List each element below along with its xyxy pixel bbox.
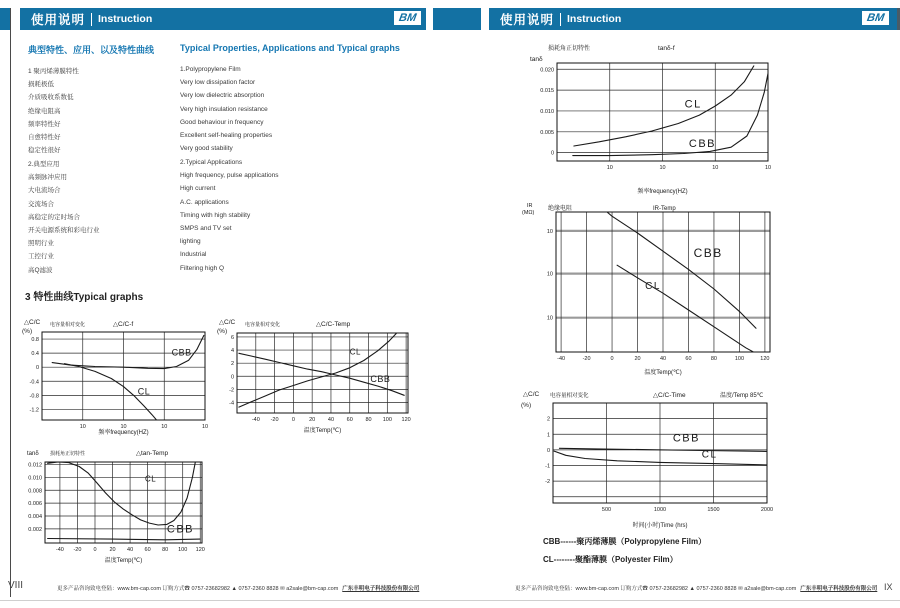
list-item-en: Industrial — [180, 251, 207, 259]
svg-text:100: 100 — [178, 547, 188, 553]
footer-company-link[interactable]: 广东丰明电子科技股份有限公司 — [800, 586, 878, 592]
chart-dcc-temp — [213, 314, 415, 440]
list-row — [28, 132, 272, 145]
svg-text:0.006: 0.006 — [28, 501, 42, 508]
list-item-en: Excellent self-healing properties — [180, 131, 273, 139]
svg-text:-2: -2 — [545, 479, 550, 486]
svg-text:损耗角正切特性: 损耗角正切特性 — [50, 451, 86, 457]
bm-logo-text: BM — [397, 11, 418, 24]
svg-text:△C/C-Temp: △C/C-Temp — [316, 321, 351, 328]
svg-text:(%): (%) — [22, 328, 33, 335]
left-header-bar — [20, 8, 426, 30]
svg-text:60: 60 — [346, 417, 353, 423]
svg-text:△C/C-Time: △C/C-Time — [653, 392, 686, 399]
svg-text:0: 0 — [550, 150, 554, 157]
svg-text:-4: -4 — [229, 400, 234, 407]
svg-text:10: 10 — [546, 228, 553, 235]
list-row — [28, 185, 279, 198]
section-heading-zh: 典型特性、应用、以及特性曲线 — [28, 45, 155, 55]
list-row — [28, 119, 272, 132]
svg-text:-20: -20 — [270, 417, 279, 423]
svg-text:120: 120 — [195, 547, 205, 553]
svg-text:0: 0 — [610, 356, 614, 362]
list-row — [28, 238, 279, 251]
svg-text:0.010: 0.010 — [28, 475, 42, 482]
svg-text:0.020: 0.020 — [540, 67, 554, 74]
list-row — [28, 79, 272, 92]
svg-text:CBB: CBB — [693, 245, 723, 260]
svg-text:时间(小时)Time (hrs): 时间(小时)Time (hrs) — [632, 523, 688, 529]
svg-text:损耗角正切特性: 损耗角正切特性 — [548, 46, 591, 52]
bottom-rule — [0, 600, 900, 601]
svg-text:20: 20 — [634, 356, 641, 362]
bm-logo-text: BM — [865, 11, 886, 24]
svg-text:tanδ: tanδ — [530, 56, 543, 63]
list-item-zh: 稳定性很好 — [28, 147, 61, 155]
chart-ir-temp — [518, 198, 796, 380]
list-row — [28, 66, 272, 79]
list-item-en: 1.Polypropylene Film — [180, 66, 241, 73]
list-item-zh: 照明行业 — [28, 240, 54, 248]
svg-text:0.004: 0.004 — [28, 514, 42, 520]
svg-text:△C/C-f: △C/C-f — [113, 321, 134, 328]
left-header-title-zh: 使用说明 — [31, 13, 86, 27]
svg-text:CBB: CBB — [171, 347, 192, 358]
svg-text:2: 2 — [546, 416, 550, 423]
list-item-zh: 2.典型应用 — [28, 161, 60, 168]
svg-text:100: 100 — [734, 356, 745, 362]
svg-text:40: 40 — [327, 417, 335, 423]
svg-text:10: 10 — [659, 165, 666, 171]
svg-text:10: 10 — [161, 424, 168, 430]
svg-text:10: 10 — [712, 165, 719, 171]
list-item-en: Filtering high Q — [180, 264, 225, 272]
list-item-zh: 绝缘电阻高 — [28, 107, 61, 115]
svg-text:tanδ: tanδ — [27, 451, 39, 457]
svg-text:0.010: 0.010 — [540, 108, 554, 115]
svg-text:电容量相对变化: 电容量相对变化 — [550, 393, 589, 399]
svg-text:△tan-Temp: △tan-Temp — [136, 450, 169, 457]
svg-text:IR: IR — [527, 203, 533, 209]
svg-text:1: 1 — [546, 432, 550, 439]
list-item-zh: 大电流场合 — [28, 187, 61, 195]
list-item-zh: 自愈特性好 — [28, 133, 61, 141]
list-item-en: Very high insulation resistance — [180, 105, 268, 113]
svg-text:40: 40 — [127, 547, 134, 553]
svg-text:-0.8: -0.8 — [29, 393, 39, 400]
list-item-zh: 1 聚丙烯薄膜特性 — [28, 68, 79, 75]
svg-text:100: 100 — [382, 417, 392, 423]
svg-text:10: 10 — [120, 424, 127, 430]
graphs-heading: 3 特性曲线Typical graphs — [25, 292, 144, 303]
svg-text:2000: 2000 — [760, 507, 774, 513]
svg-text:10: 10 — [79, 424, 86, 430]
list-item-zh: 频率特性好 — [28, 120, 61, 128]
right-header-title-zh: 使用说明 — [500, 13, 555, 27]
list-item-zh: 交流场合 — [28, 200, 54, 208]
right-header-title-en: Instruction — [567, 13, 622, 25]
svg-text:0: 0 — [230, 374, 234, 381]
svg-text:0.005: 0.005 — [540, 129, 554, 136]
svg-text:频率frequency(HZ): 频率frequency(HZ) — [637, 189, 688, 195]
svg-text:0.015: 0.015 — [540, 88, 554, 95]
svg-text:CBB: CBB — [672, 432, 700, 445]
list-row — [28, 106, 272, 119]
svg-text:20: 20 — [109, 547, 116, 553]
svg-text:-0.4: -0.4 — [29, 379, 39, 386]
svg-text:IR-Temp: IR-Temp — [653, 206, 676, 212]
list-row — [28, 92, 272, 105]
list-row — [28, 251, 279, 264]
svg-text:2: 2 — [230, 361, 234, 368]
svg-text:0: 0 — [35, 365, 39, 372]
svg-text:△C/C: △C/C — [219, 319, 236, 326]
svg-text:0.8: 0.8 — [31, 337, 39, 344]
svg-text:60: 60 — [144, 547, 151, 553]
svg-text:0.008: 0.008 — [28, 488, 42, 495]
list-item-zh: 高频脉冲应用 — [28, 174, 67, 182]
list-item-en: Good behaviour in frequency — [180, 118, 264, 126]
list-item-en: High current — [180, 185, 216, 193]
right-header-bar — [489, 8, 897, 30]
svg-text:-20: -20 — [73, 547, 82, 553]
list-item-en: lighting — [180, 238, 201, 246]
svg-text:-20: -20 — [582, 356, 591, 362]
svg-text:绝缘电阻: 绝缘电阻 — [548, 206, 573, 212]
svg-text:1500: 1500 — [707, 507, 720, 513]
svg-text:10: 10 — [201, 424, 209, 430]
left-header-tab — [0, 8, 10, 30]
bm-logo-left — [392, 9, 423, 27]
list-row — [28, 159, 279, 172]
svg-text:120: 120 — [760, 356, 770, 362]
legend-cbb: CBB------聚丙烯薄膜（Polypropylene Film） — [543, 537, 707, 546]
applications-list — [28, 159, 279, 278]
svg-text:-40: -40 — [251, 417, 260, 423]
svg-text:CL: CL — [137, 386, 151, 397]
svg-text:CBB: CBB — [370, 374, 391, 385]
svg-text:△C/C: △C/C — [523, 391, 540, 398]
footer-left — [57, 584, 419, 592]
svg-text:温度/Temp 85℃: 温度/Temp 85℃ — [720, 393, 764, 399]
svg-text:500: 500 — [601, 507, 612, 513]
chart-dcc-time — [513, 386, 803, 536]
svg-text:(MΩ): (MΩ) — [522, 210, 535, 216]
list-row — [28, 199, 279, 212]
svg-text:0: 0 — [291, 417, 295, 423]
list-item-zh: 高Q滤波 — [28, 266, 53, 274]
svg-text:1000: 1000 — [653, 507, 667, 513]
header-divider — [560, 13, 561, 26]
svg-text:10: 10 — [546, 271, 553, 278]
chart-tand-temp — [18, 446, 220, 572]
svg-text:60: 60 — [685, 356, 692, 362]
svg-text:-40: -40 — [55, 547, 64, 553]
page-number-right: IX — [884, 582, 893, 592]
svg-text:-40: -40 — [557, 356, 566, 362]
svg-text:120: 120 — [401, 417, 411, 423]
list-item-en: Timing with high stability — [180, 211, 251, 219]
footer-info: 更多产品咨询致电登陆：www.bm-cap.com 订购方式☎ 0757-23682982 ▲ 0757-2360 8828 ✉ a2sale@bm-cap.com — [515, 586, 797, 592]
left-header-title-en: Instruction — [98, 13, 153, 25]
svg-text:0.012: 0.012 — [28, 462, 42, 469]
svg-text:CL: CL — [684, 98, 702, 111]
svg-text:40: 40 — [659, 356, 667, 362]
footer-right — [515, 584, 877, 592]
svg-text:电容量相对变化: 电容量相对变化 — [50, 322, 86, 328]
svg-text:10: 10 — [764, 165, 772, 171]
section-heading-en: Typical Properties, Applications and Typical graphs — [180, 43, 400, 53]
svg-text:4: 4 — [230, 348, 234, 355]
right-header-tab — [433, 8, 481, 30]
svg-text:0.002: 0.002 — [28, 526, 42, 533]
svg-text:20: 20 — [309, 417, 316, 423]
left-page-edge-line — [10, 8, 11, 597]
svg-text:tanδ-f: tanδ-f — [658, 45, 675, 52]
svg-text:温度Temp(℃): 温度Temp(℃) — [644, 370, 682, 376]
svg-text:(%): (%) — [521, 402, 532, 409]
list-row — [28, 265, 279, 278]
footer-company-link[interactable]: 广东丰明电子科技股份有限公司 — [342, 586, 420, 592]
svg-text:CL: CL — [349, 347, 361, 357]
svg-text:80: 80 — [162, 547, 169, 553]
svg-text:温度Temp(℃): 温度Temp(℃) — [104, 558, 143, 564]
svg-text:CL: CL — [645, 281, 661, 292]
svg-text:电容量相对变化: 电容量相对变化 — [245, 322, 281, 328]
svg-text:10: 10 — [606, 165, 613, 171]
chart-dcc-f — [18, 314, 230, 440]
svg-text:6: 6 — [230, 334, 234, 341]
svg-text:CL: CL — [144, 474, 157, 484]
svg-text:0: 0 — [93, 547, 97, 553]
list-item-zh: 高稳定的定时场合 — [28, 213, 80, 221]
svg-text:△C/C: △C/C — [24, 319, 41, 326]
list-row — [28, 172, 279, 185]
legend-cl: CL--------聚酯薄膜（Polyester Film） — [543, 555, 678, 564]
svg-text:80: 80 — [710, 356, 718, 362]
svg-text:CBB: CBB — [166, 523, 195, 536]
svg-text:CL: CL — [701, 449, 718, 461]
svg-text:-1.2: -1.2 — [29, 407, 39, 414]
list-item-en: Very low dielectric absorption — [180, 92, 265, 100]
list-item-zh: 开关电源系统和彩电行业 — [28, 226, 100, 234]
bm-logo-right — [860, 9, 891, 27]
svg-text:CBB: CBB — [688, 138, 716, 151]
list-item-en: SMPS and TV set — [180, 224, 232, 232]
svg-text:-1: -1 — [545, 463, 550, 470]
chart-tand-f — [518, 40, 794, 198]
svg-text:80: 80 — [365, 417, 372, 423]
list-item-en: High frequency, pulse applications — [180, 172, 279, 180]
list-row — [28, 212, 279, 225]
svg-text:(%): (%) — [217, 328, 228, 335]
svg-text:-2: -2 — [229, 387, 234, 394]
list-item-en: 2.Typical Applications — [180, 159, 243, 166]
svg-text:温度Temp(℃): 温度Temp(℃) — [303, 428, 342, 434]
list-item-en: Very good stability — [180, 145, 233, 153]
list-item-zh: 损耗极低 — [28, 81, 54, 89]
list-row — [28, 225, 279, 238]
list-item-en: Very low dissipation factor — [180, 79, 256, 87]
page-number-left: VIII — [8, 580, 24, 591]
svg-text:0.4: 0.4 — [31, 351, 39, 358]
footer-info: 更多产品咨询致电登陆：www.bm-cap.com 订购方式☎ 0757-23682982 ▲ 0757-2360 8828 ✉ a2sale@bm-cap.com — [57, 586, 339, 592]
svg-text:0: 0 — [546, 447, 550, 454]
svg-text:频率frequency(HZ): 频率frequency(HZ) — [98, 430, 149, 436]
list-item-zh: 工控行业 — [28, 253, 54, 261]
list-item-zh: 介质吸收系数低 — [28, 94, 74, 102]
svg-text:10: 10 — [546, 315, 553, 322]
list-item-en: A.C. applications — [180, 198, 229, 206]
header-divider — [91, 13, 92, 26]
list-row — [28, 145, 272, 158]
properties-list — [28, 66, 272, 158]
